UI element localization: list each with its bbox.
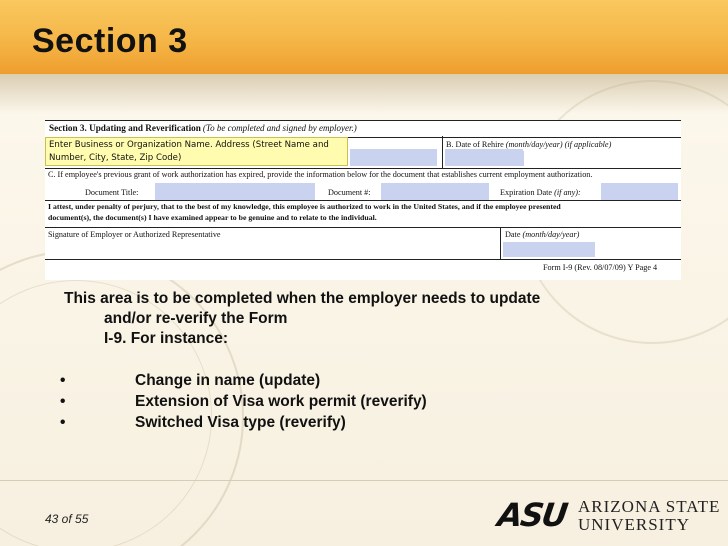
rehire-label-italic: (month/day/year) (if applicable) [505,140,612,149]
bullet-text: Change in name (update) [135,372,321,389]
bullet-marker: • [60,414,66,431]
asu-logo [495,496,721,534]
row-c-text: C. If employee's previous grant of work authorization has expired, provide the information below for the document that establishes current employment authorization. [48,170,593,179]
asu-logo-line-1: ARIZONA STATE [578,497,721,516]
doc-title-field [155,183,315,200]
doc-number-label: Document #: [328,188,371,197]
doc-title-label: Document Title: [85,188,139,197]
intro-paragraph [64,289,664,349]
form-header-bold: Section 3. Updating and Reverification [49,123,201,133]
expiration-label [500,188,581,197]
intro-line-1: This area is to be completed when the employer needs to update [64,290,541,307]
form-divider [442,136,443,168]
callout-note: Enter Business or Organization Name. Address (Street Name and Number, City, State, Zip Code) [45,137,348,166]
rehire-field-fill [446,151,524,166]
form-header [49,123,357,133]
date-field [503,242,595,257]
form-i9-section3 [45,120,681,280]
date-label [505,230,579,239]
list-item [60,393,660,414]
bullet-text: Switched Visa type (reverify) [135,414,346,431]
bullet-text: Extension of Visa work permit (reverify) [135,393,427,410]
title-band-shadow [0,74,728,114]
page-number: 43 of 55 [45,512,89,526]
form-footer: Form I-9 (Rev. 08/07/09) Y Page 4 [543,263,658,272]
expiration-field [601,183,678,200]
date-label-text: Date [505,230,521,239]
asu-logo-line-2: UNIVERSITY [578,515,690,534]
form-header-italic: (To be completed and signed by employer.) [202,123,357,133]
list-item [60,372,660,393]
rehire-label [446,140,611,149]
name-field-fill [350,149,437,166]
footer-divider [0,480,728,481]
title-band [0,0,728,74]
doc-number-field [381,183,489,200]
list-item [60,414,660,435]
signature-label: Signature of Employer or Authorized Representative [48,230,221,239]
form-divider-2 [500,227,501,259]
date-label-italic: (month/day/year) [522,230,580,239]
rehire-label-text: B. Date of Rehire [446,140,504,149]
slide-title: Section 3 [32,22,188,60]
attest-line-2: document(s), the document(s) I have examined appear to be genuine and to relate to the individual. [48,213,377,222]
expiration-label-italic: (if any): [554,188,581,197]
intro-line-2: and/or re-verify the Form [104,310,288,327]
bullet-list [60,372,660,435]
expiration-label-text: Expiration Date [500,188,553,197]
attest-line-1: I attest, under penalty of perjury, that to the best of my knowledge, this employee is authorized to work in the United States, and if the employee presented [48,202,561,211]
intro-line-3: I-9. For instance: [104,330,229,347]
asu-logo-mark: ASU [495,496,569,534]
bullet-marker: • [60,393,66,410]
bullet-marker: • [60,372,66,389]
